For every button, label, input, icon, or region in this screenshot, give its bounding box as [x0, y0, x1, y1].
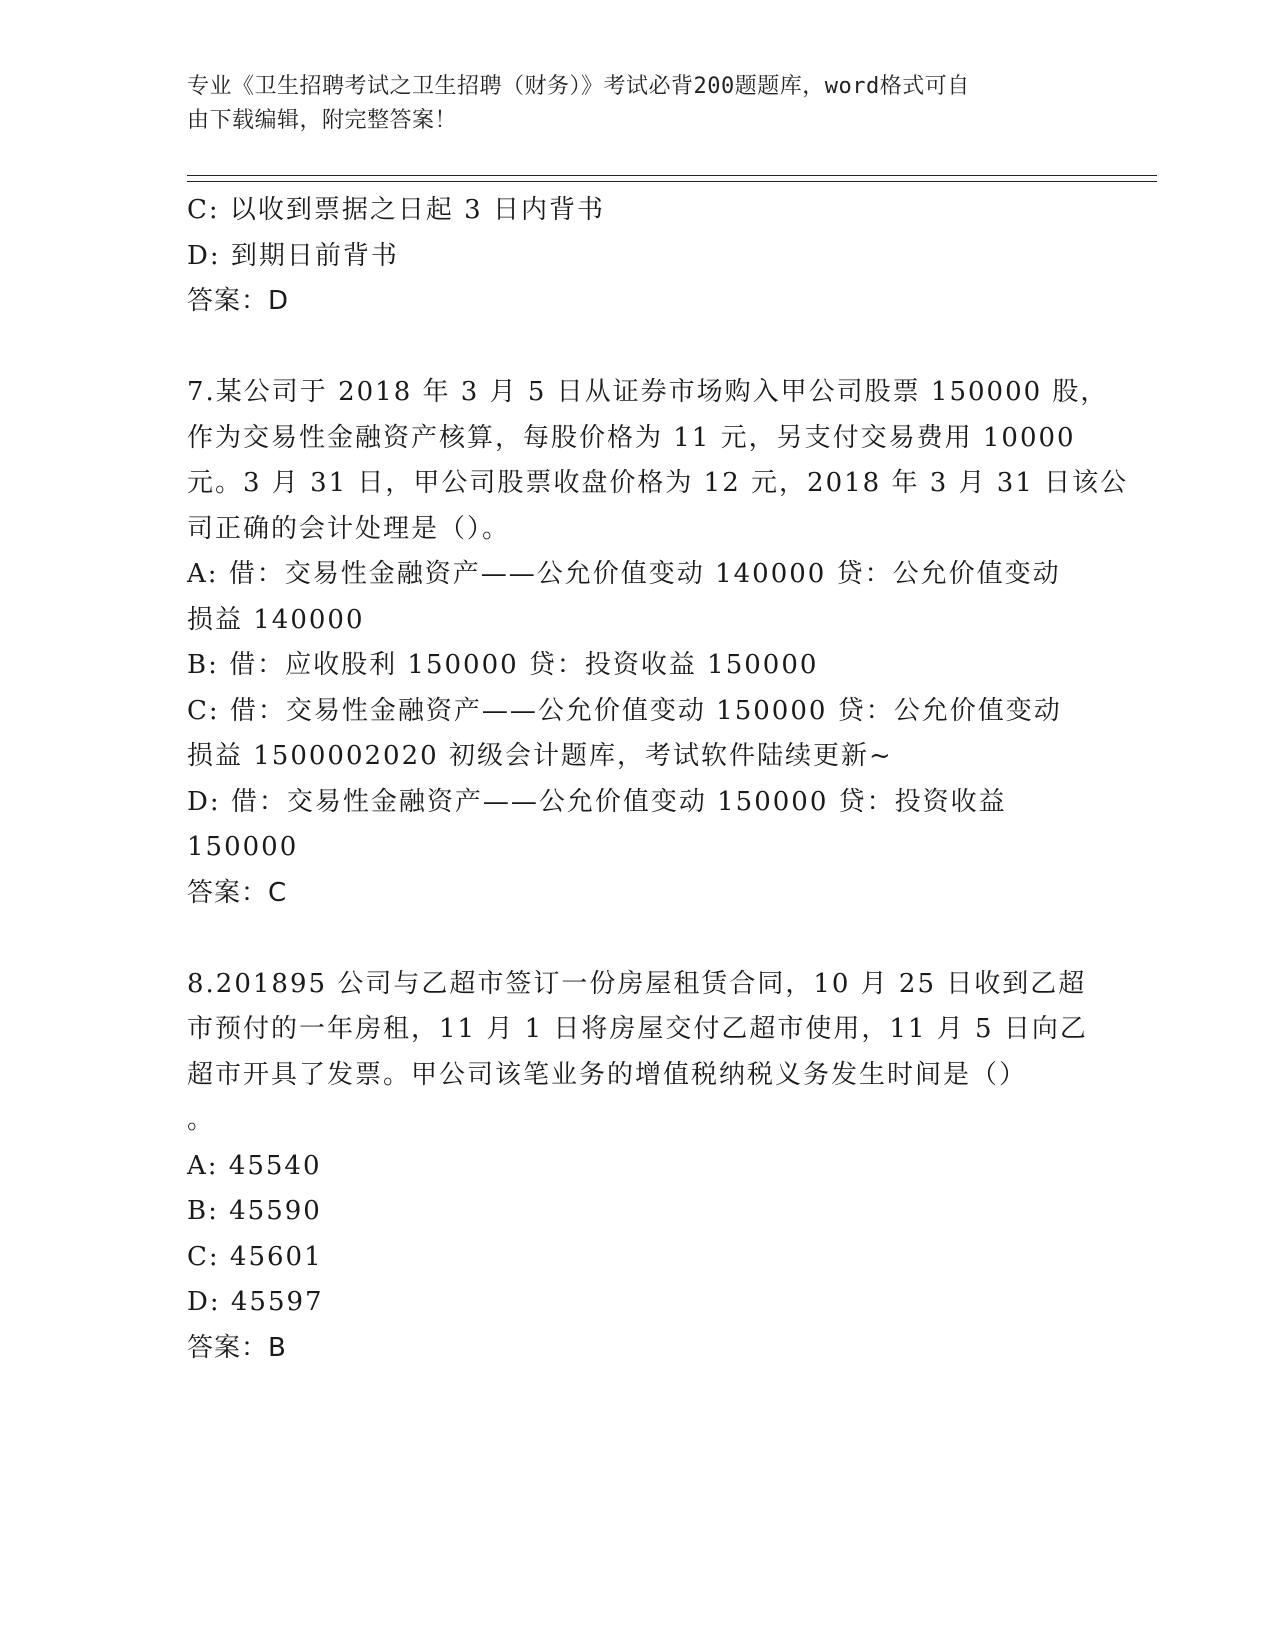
header-divider-bottom — [187, 181, 1157, 182]
q8-answer: 答案：B — [187, 1332, 287, 1363]
question-6-tail — [187, 188, 1087, 325]
q6-option-d: D: 到期日前背书 — [187, 240, 399, 271]
q8-option-d: D: 45597 — [187, 1287, 324, 1317]
spacer — [187, 325, 1087, 371]
q7-option-a-cont: 损益 140000 — [187, 604, 365, 635]
q7-stem-line: 7.某公司于 2018 年 3 月 5 日从证券市场购入甲公司股票 150000 股， — [187, 377, 1109, 407]
header-line-1: 专业《卫生招聘考试之卫生招聘（财务）》考试必背200题题库，word格式可自 — [187, 74, 970, 99]
q8-option-b: B: 45590 — [187, 1196, 322, 1226]
q7-option-b: B: 借：应收股利 150000 贷：投资收益 150000 — [187, 650, 819, 680]
q7-option-c-cont: 损益 1500002020 初级会计题库，考试软件陆续更新~ — [187, 741, 893, 771]
question-body — [187, 188, 1129, 1371]
q7-stem-line: 元。3 月 31 日，甲公司股票收盘价格为 12 元，2018 年 3 月 31 日该公 — [187, 468, 1129, 498]
q8-stem-line: 。 — [187, 1105, 216, 1135]
spacer — [187, 916, 1087, 962]
header-divider-top — [187, 175, 1157, 176]
header-line-2: 由下载编辑，附完整答案！ — [187, 108, 458, 133]
q6-option-c: C: 以收到票据之日起 3 日内背书 — [187, 195, 605, 225]
question-8 — [187, 962, 1087, 1372]
q6-answer: 答案：D — [187, 286, 290, 316]
q8-stem-line: 8.201895 公司与乙超市签订一份房屋租赁合同，10 月 25 日收到乙超 — [187, 968, 1087, 999]
q8-option-a: A: 45540 — [187, 1150, 322, 1181]
q7-option-d-cont: 150000 — [187, 832, 299, 862]
q8-stem-line: 市预付的一年房租，11 月 1 日将房屋交付乙超市使用，11 月 5 日向乙 — [187, 1014, 1088, 1044]
q7-answer: 答案：C — [187, 877, 288, 908]
q7-stem-line: 司正确的会计处理是（）。 — [187, 513, 511, 544]
q8-option-c: C: 45601 — [187, 1241, 323, 1272]
q7-option-a: A: 借：交易性金融资产——公允价值变动 140000 贷：公允价值变动 — [187, 559, 1061, 589]
q7-option-c: C: 借：交易性金融资产——公允价值变动 150000 贷：公允价值变动 — [187, 695, 1062, 726]
document-header — [187, 70, 1087, 138]
q8-stem-line: 超市开具了发票。甲公司该笔业务的增值税纳税义务发生时间是（） — [187, 1059, 1028, 1090]
question-7 — [187, 370, 1129, 916]
q7-option-d: D: 借：交易性金融资产——公允价值变动 150000 贷：投资收益 — [187, 786, 1007, 817]
q7-stem-line: 作为交易性金融资产核算，每股价格为 11 元，另支付交易费用 10000 — [187, 422, 1076, 453]
